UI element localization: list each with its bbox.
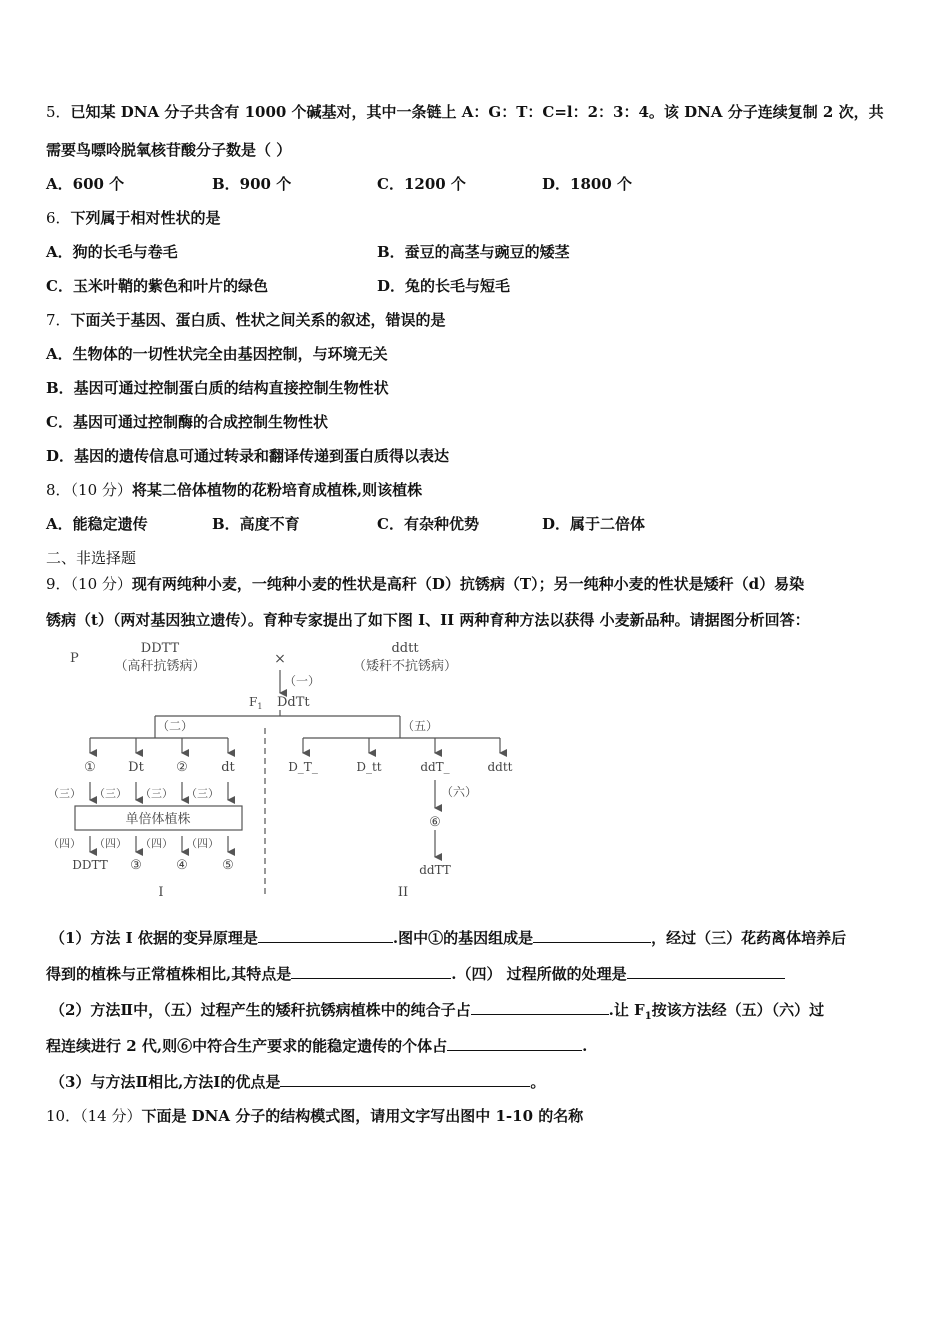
q9-p1-text-b: .图中①的基因组成是 bbox=[392, 929, 534, 947]
step5-label: （五） bbox=[402, 719, 439, 733]
q5-stem-line1 bbox=[46, 102, 884, 122]
gamete-dt-upper: Dt bbox=[128, 760, 144, 775]
q7-option-a[interactable]: A．生物体的一切性状完全由基因控制，与环境无关 bbox=[46, 345, 388, 363]
q9-p2-text-d: 程连续进行 2 代,则⑥中符合生产要求的能稳定遗传的个体占 bbox=[46, 1037, 448, 1055]
gamete-1: ① bbox=[84, 760, 96, 775]
q10-score: （14 分） bbox=[80, 1107, 142, 1125]
q9-p3-text-a: （3）与方法Ⅱ相比,方法Ⅰ的优点是 bbox=[50, 1073, 281, 1091]
step2-label: （二） bbox=[157, 719, 194, 733]
q7-option-c[interactable]: C．基因可通过控制酶的合成控制生物性状 bbox=[46, 413, 328, 431]
q9-p1-text-c: ，经过（三）花药离体培养后 bbox=[651, 929, 847, 947]
answer-blank-7[interactable] bbox=[280, 1072, 530, 1087]
q5-stem-line2: 需要鸟嘌呤脱氧核苷酸分子数是（ ） bbox=[46, 141, 292, 159]
answer-blank-6[interactable] bbox=[447, 1036, 582, 1051]
q9-p2-subscript: 1 bbox=[644, 1011, 652, 1022]
result-4: ④ bbox=[176, 858, 188, 873]
q6-option-a[interactable]: A．狗的长毛与卷毛 bbox=[46, 243, 178, 261]
f1-genotype: DdTt bbox=[277, 695, 310, 710]
q10-stem-text: 下面是 DNA 分子的结构模式图，请用文字写出图中 1-10 的名称 bbox=[141, 1107, 584, 1125]
q9-p2-text-c: 按该方法经（五）（六）过 bbox=[651, 1001, 825, 1019]
step3-label-3: （三） bbox=[140, 787, 173, 800]
parent1-genotype: DDTT bbox=[140, 641, 180, 656]
q9-stem-line1 bbox=[46, 574, 804, 594]
method2-label: II bbox=[397, 885, 409, 900]
q6-stem-text: 下列属于相对性状的是 bbox=[70, 209, 221, 227]
q8-option-c[interactable]: C．有杂种优势 bbox=[377, 515, 479, 533]
q5-option-d[interactable]: D．1800 个 bbox=[542, 175, 632, 193]
q7-option-d[interactable]: D．基因的遗传信息可通过转录和翻译传递到蛋白质得以表达 bbox=[46, 447, 450, 465]
q9-p1-text-e: .（四） 过程所做的处理是 bbox=[451, 965, 627, 983]
type-dd-t: ddT_ bbox=[420, 760, 450, 774]
q9-p3-text-b: 。 bbox=[530, 1073, 546, 1091]
q5-option-b[interactable]: B．900 个 bbox=[212, 175, 292, 193]
step3-label-2: （三） bbox=[94, 787, 127, 800]
type-ddtt: ddtt bbox=[487, 760, 513, 774]
haploid-label: 单倍体植株 bbox=[125, 812, 191, 827]
q7-number: 7． bbox=[46, 311, 71, 329]
q6-number: 6． bbox=[46, 209, 71, 227]
result-5: ⑤ bbox=[222, 858, 234, 873]
type-d-t: D_T_ bbox=[288, 760, 318, 774]
parent1-phenotype: （高秆抗锈病） bbox=[114, 659, 206, 674]
q9-number: 9． bbox=[46, 575, 71, 593]
q6-option-d[interactable]: D．兔的长毛与短毛 bbox=[377, 277, 511, 295]
q9-p2-text-b: .让 F bbox=[608, 1001, 645, 1019]
step4-label-3: （四） bbox=[140, 837, 173, 850]
q9-part2-line1 bbox=[50, 1000, 824, 1027]
q8-stem-text: 将某二倍体植物的花粉培育成植株,则该植株 bbox=[131, 481, 423, 499]
gamete-2: ② bbox=[176, 760, 188, 775]
q9-p1-text-a: （1）方法 I 依据的变异原理是 bbox=[50, 929, 258, 947]
breeding-diagram bbox=[48, 640, 525, 902]
q9-p2-text-a: （2）方法Ⅱ中，（五）过程产生的矮秆抗锈病植株中的纯合子占 bbox=[50, 1001, 471, 1019]
q9-stem-line2: 锈病（t）（两对基因独立遗传）。育种专家提出了如下图 I、II 两种育种方法以获得 小麦新品种。请据图分析回答： bbox=[46, 611, 810, 629]
q5-stem: 已知某 DNA 分子共含有 1000 个碱基对，其中一条链上 A：G：T：C=l：2：3：4。该 DNA 分子连续复制 2 次，共 bbox=[70, 103, 884, 121]
p-label: P bbox=[70, 651, 79, 666]
q5-option-c[interactable]: C．1200 个 bbox=[377, 175, 466, 193]
step4-label-4: （四） bbox=[186, 837, 219, 850]
result-3: ③ bbox=[130, 858, 142, 873]
step1-label: （一） bbox=[284, 674, 321, 688]
step4-label-2: （四） bbox=[94, 837, 127, 850]
step3-label-4: （三） bbox=[186, 787, 219, 800]
q9-part1-line2 bbox=[46, 964, 785, 984]
q8-option-b[interactable]: B．高度不育 bbox=[212, 515, 300, 533]
q9-score: （10 分） bbox=[70, 575, 132, 593]
six-label: ⑥ bbox=[429, 815, 441, 830]
parent2-genotype: ddtt bbox=[391, 641, 419, 656]
step3-label-1: （三） bbox=[48, 787, 81, 800]
gamete-dt-lower: dt bbox=[221, 760, 235, 775]
q8-stem bbox=[46, 480, 422, 500]
type-d-tt: D_tt bbox=[356, 760, 382, 774]
q6-stem bbox=[46, 208, 221, 228]
q7-option-b[interactable]: B．基因可通过控制蛋白质的结构直接控制生物性状 bbox=[46, 379, 389, 397]
q9-part1-line1 bbox=[50, 928, 846, 948]
result-ddtt: DDTT bbox=[72, 858, 108, 872]
q6-option-c[interactable]: C．玉米叶鞘的紫色和叶片的绿色 bbox=[46, 277, 268, 295]
q8-option-a[interactable]: A．能稳定遗传 bbox=[46, 515, 148, 533]
answer-blank-3[interactable] bbox=[291, 964, 451, 979]
answer-blank-5[interactable] bbox=[471, 1000, 609, 1015]
q10-number: 10． bbox=[46, 1107, 81, 1125]
q8-number: 8． bbox=[46, 481, 71, 499]
q10-stem bbox=[46, 1106, 583, 1126]
q9-part2-line2 bbox=[46, 1036, 587, 1056]
q9-p1-text-d: 得到的植株与正常植株相比,其特点是 bbox=[46, 965, 292, 983]
answer-blank-2[interactable] bbox=[533, 928, 651, 943]
q8-option-d[interactable]: D．属于二倍体 bbox=[542, 515, 646, 533]
f1-label: $F_1$ bbox=[249, 695, 263, 711]
step6-label: （六） bbox=[441, 785, 478, 799]
section-heading: 二、非选择题 bbox=[46, 549, 137, 567]
q9-stem-text: 现有两纯种小麦，一纯种小麦的性状是高秆（D）抗锈病（T）；另一纯种小麦的性状是矮秆（d）易染 bbox=[131, 575, 805, 593]
q9-part3 bbox=[50, 1072, 545, 1092]
q7-stem bbox=[46, 310, 446, 330]
q7-stem-text: 下面关于基因、蛋白质、性状之间关系的叙述，错误的是 bbox=[70, 311, 446, 329]
q9-p2-text-e: . bbox=[582, 1037, 588, 1055]
q6-option-b[interactable]: B．蚕豆的高茎与豌豆的矮茎 bbox=[377, 243, 570, 261]
method1-label: I bbox=[158, 885, 164, 900]
answer-blank-1[interactable] bbox=[258, 928, 393, 943]
final-genotype: ddTT bbox=[419, 863, 451, 877]
step4-label-1: （四） bbox=[48, 837, 81, 850]
q5-number: 5． bbox=[46, 103, 71, 121]
q5-option-a[interactable]: A．600 个 bbox=[46, 175, 125, 193]
answer-blank-4[interactable] bbox=[627, 964, 785, 979]
cross-symbol: × bbox=[274, 651, 286, 667]
parent2-phenotype: （矮秆不抗锈病） bbox=[352, 659, 458, 674]
q8-score: （10 分） bbox=[70, 481, 132, 499]
